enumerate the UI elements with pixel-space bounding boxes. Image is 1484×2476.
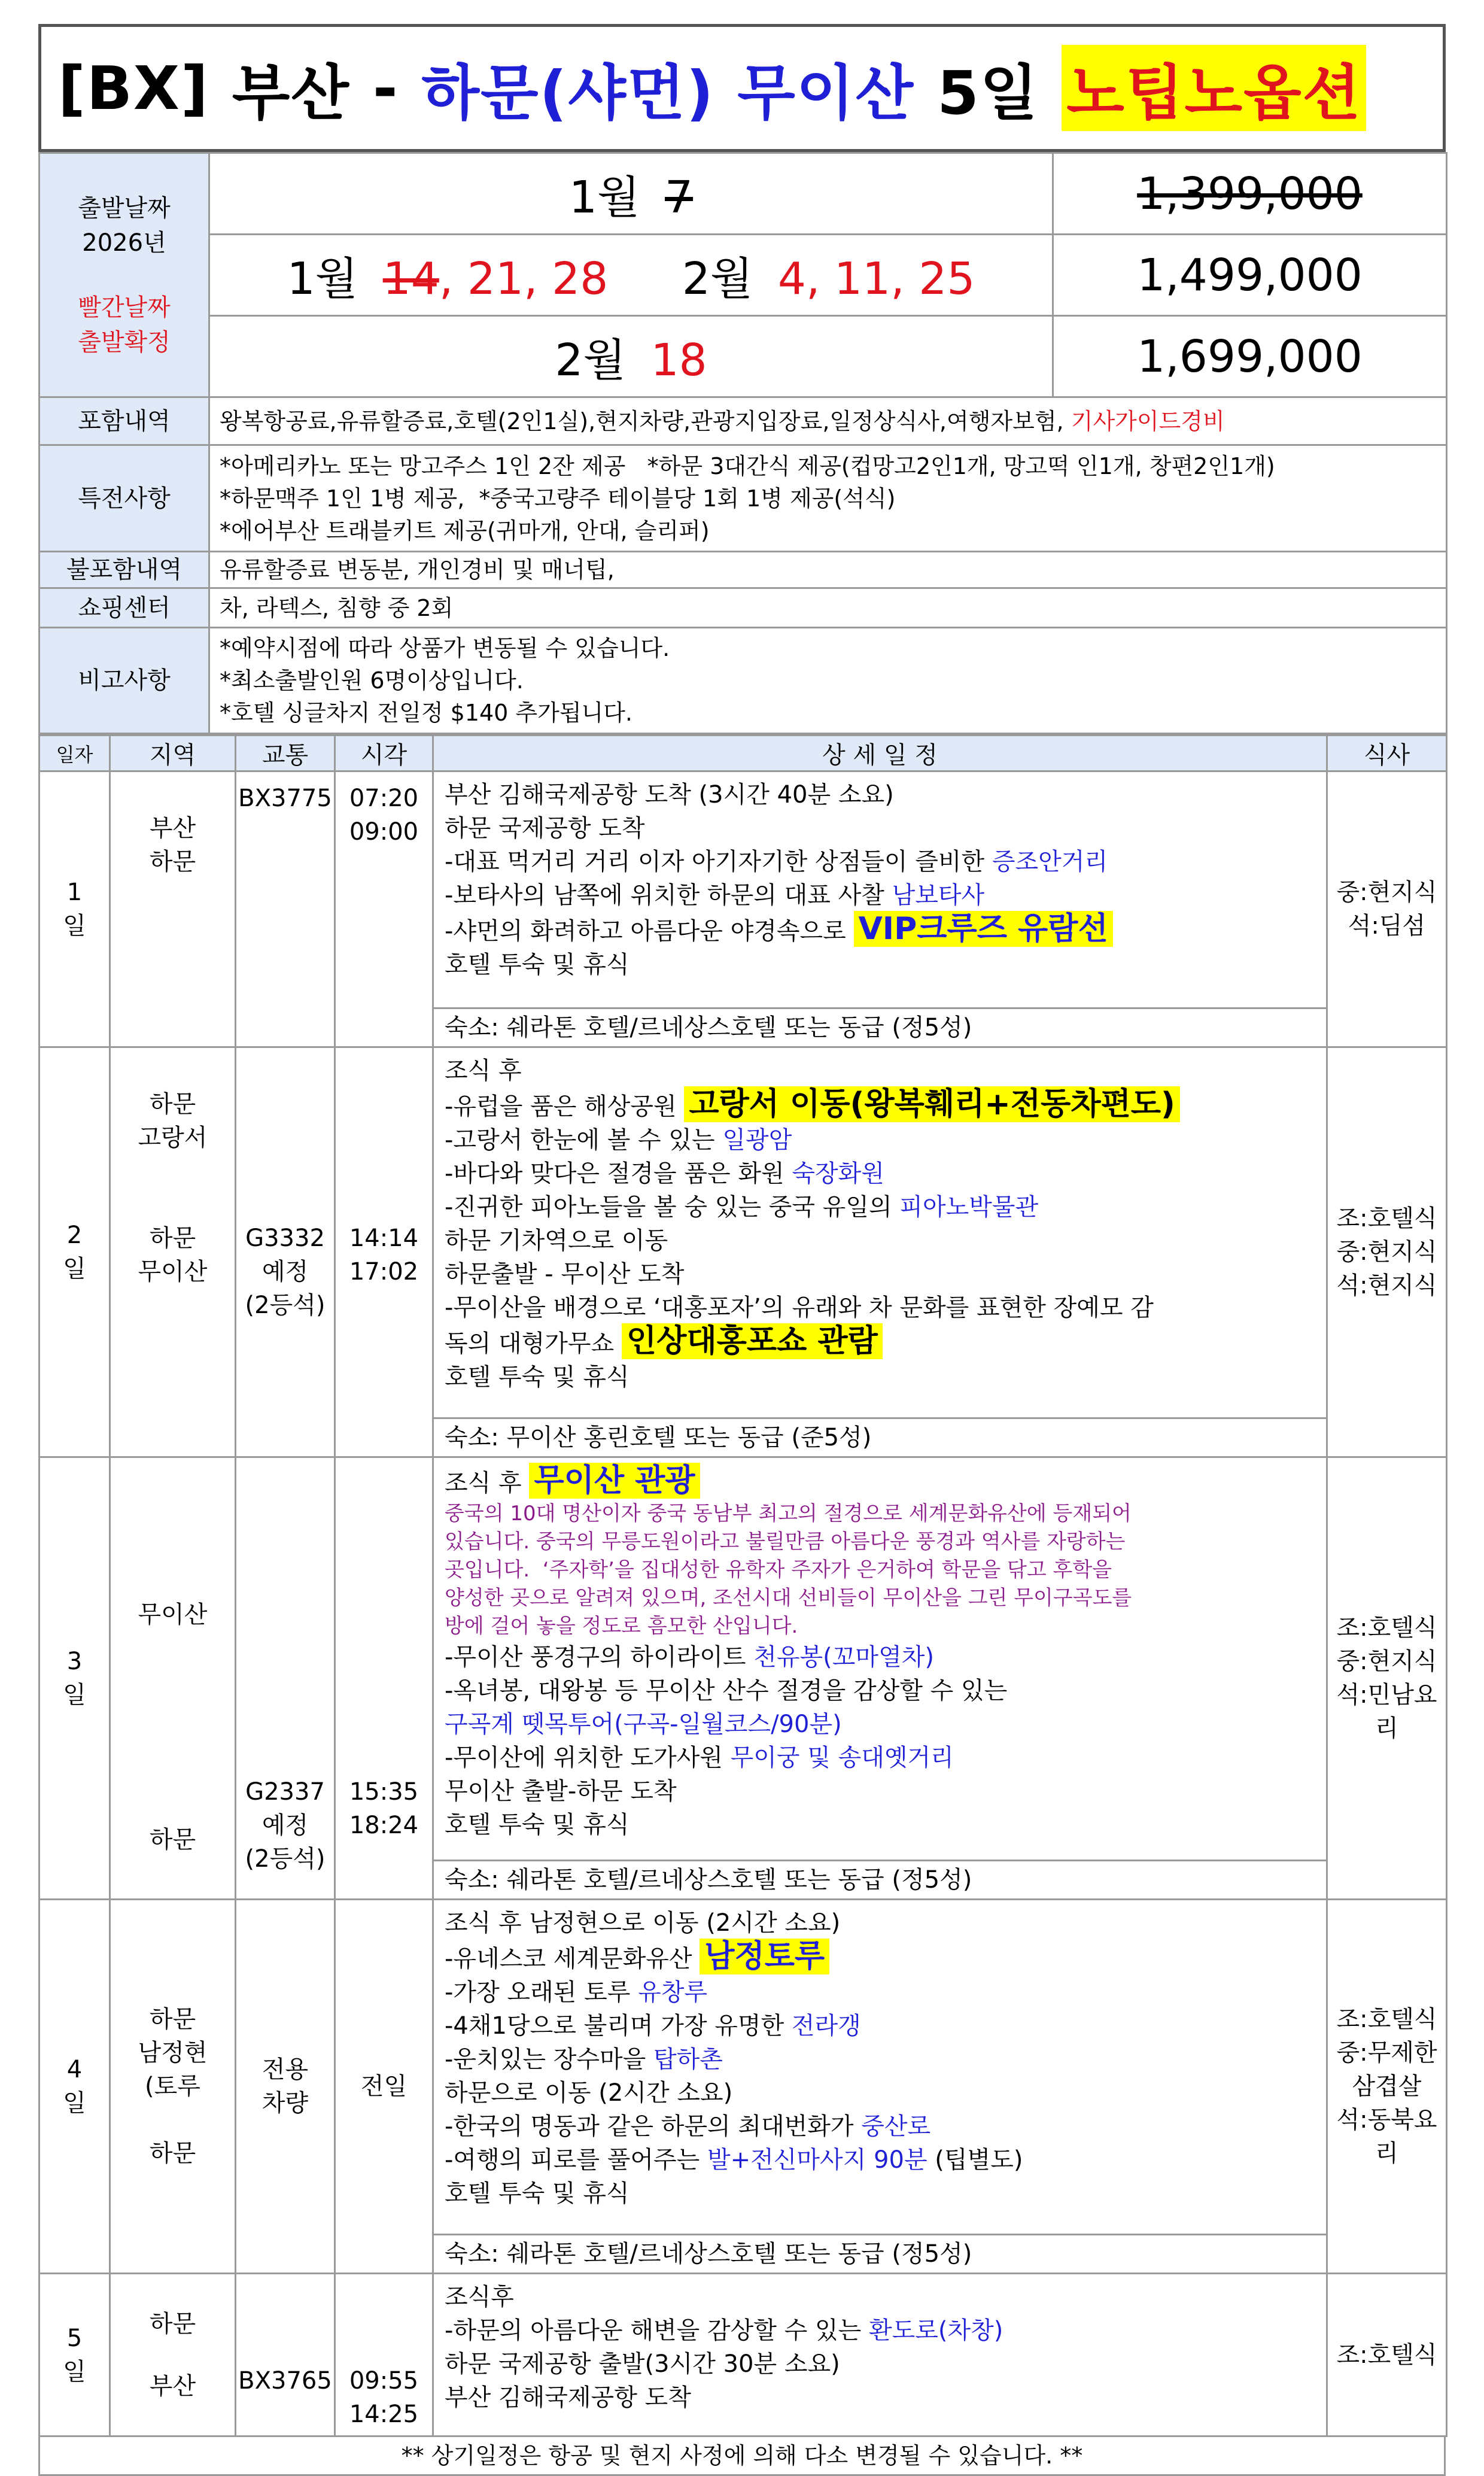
day-1-flight: BX3775 [236, 771, 335, 1047]
day-2-train: G3332 예정 (2등석) [236, 1047, 335, 1457]
day-1-details: 부산 김해국제공항 도착 (3시간 40분 소요) 하문 국제공항 도착 -대표 먹거리 거리 이자 아기자기한 상점들이 즐비한 증조안거리 -보타사의 남쪽에 위치한 하문의 대표 사찰 남보타사 -샤먼의 화려하고 아름다운 야경속으로 VIP크루즈 유람선 호텔 투숙 및 휴식 [433, 771, 1327, 1008]
schedule-table [38, 734, 1447, 2437]
itinerary-document [38, 24, 1446, 2476]
price-row-2: 1,499,000 [1053, 235, 1447, 316]
wuyishan-description: 중국의 10대 명산이자 중국 동남부 최고의 절경으로 세계문화유산에 등재되어 있습니다. 중국의 무릉도원이라고 불릴만큼 아름다운 풍경과 역사를 자랑하는 곳입니다. ‘주자학’을 집대성한 유학자 주자가 은거하여 학문을 닦고 후학을 양성한 곳으로 알려져 있으며, 조선시대 선비들이 무이산을 그린 무이구곡도를 방에 걸어 놓을 정도로 흠모한 산입니다. [445, 1502, 1132, 1638]
excluded-items: 유류할증료 변동분, 개인경비 및 매너팁, [209, 552, 1447, 588]
title-dash: - [372, 53, 399, 123]
day-2-row [39, 1047, 1447, 1418]
highlight-wuyishan: 무이산 관광 [529, 1463, 700, 1499]
day-3-hotel: 숙소: 쉐라톤 호텔/르네상스호텔 또는 동급 (정5성) [433, 1861, 1327, 1900]
remarks: *예약시점에 따라 상품가 변동될 수 있습니다. *최소출발인원 6명이상입니다. *호텔 싱글차지 전일정 $140 추가됩니다. [209, 628, 1447, 734]
day-1-meals: 중:현지식 석:딤섬 [1327, 771, 1447, 1047]
day-1-region: 부산 하문 [110, 771, 236, 1047]
highlight-cruise: VIP크루즈 유람선 [854, 911, 1113, 947]
no-tip-no-option-badge: 노팁노옵션 [1062, 45, 1366, 131]
day-1-row [39, 771, 1447, 1008]
day-5-label: 5 일 [39, 2274, 110, 2436]
day-4-label: 4 일 [39, 1900, 110, 2274]
price-row-1: 1,399,000 [1053, 153, 1447, 235]
day-3-details: 조식 후 무이산 관광 중국의 10대 명산이자 중국 동남부 최고의 절경으로 세계문화유산에 등재되어 있습니다. 중국의 무릉도원이라고 불릴만큼 아름다운 풍경과 역사를 자랑하는 곳입니다. ‘주자학’을 집대성한 유학자 주자가 은거하여 학문을 닦고 후학을 양성한 곳으로 알려져 있으며, 조선시대 선비들이 무이산을 그린 무이구곡도를 방에 걸어 놓을 정도로 흠모한 산입니다. -무이산 풍경구의 하이라이트 천유봉(꼬마열차) -옥녀봉, 대왕봉 등 무이산 산수 절경을 감상할 수 있는 구곡계 뗏목투어(구곡-일월코스/90분) -무이산에 위치한 도가사원 무이궁 및 송대옛거리 무이산 출발-하문 도착 호텔 투숙 및 휴식 [433, 1457, 1327, 1861]
title-destination: 하문(샤먼) [421, 58, 715, 128]
day-5-row [39, 2274, 1447, 2436]
day-2-region: 하문 고랑서 하문 무이산 [110, 1047, 236, 1457]
title-origin: 부산 [232, 58, 350, 128]
day-3-train: G2337 예정 (2등석) [236, 1457, 335, 1900]
page-title [38, 24, 1446, 152]
day-1-times: 07:20 09:00 [335, 771, 433, 1047]
day-5-times: 09:55 14:25 [335, 2274, 433, 2436]
day-1-hotel: 숙소: 쉐라톤 호텔/르네상스호텔 또는 동급 (정5성) [433, 1008, 1327, 1047]
day-5-flight: BX3765 [236, 2274, 335, 2436]
day-2-times: 14:14 17:02 [335, 1047, 433, 1457]
price-row-3: 1,699,000 [1053, 316, 1447, 397]
day-4-time: 전일 [335, 1900, 433, 2274]
special-benefits: *아메리카노 또는 망고주스 1인 2잔 제공 *하문 3대간식 제공(컵망고2인1개, 망고떡 인1개, 창편2인1개) *하문맥주 1인 1병 제공, *중국고량주 테이블당 1회 1병 제공(석식) *에어부산 트래블키트 제공(귀마개, 안대, 슬리퍼) [209, 445, 1447, 552]
highlight-show: 인상대홍포쇼 관람 [622, 1323, 883, 1359]
included-items: 왕복항공료,유류할증료,호텔(2인1실),현지차량,관광지입장료,일정상식사,여행자보험, 기사가이드경비 [209, 397, 1447, 445]
day-2-details: 조식 후 -유럽을 품은 해상공원 고랑서 이동(왕복훼리+전동차편도) -고랑서 한눈에 볼 수 있는 일광암 -바다와 맞다은 절경을 품은 화원 숙장화원 -진귀한 피아노들을 볼 숭 있는 중국 유일의 피아노박물관 하문 기차역으로 이동 하문출발 - 무이산 도착 -무이산을 배경으로 ‘대홍포자’의 유래와 차 문화를 표현한 장예모 감 독의 대형가무쇼 인상대홍포쇼 관람 호텔 투숙 및 휴식 [433, 1047, 1327, 1418]
day-3-label: 3 일 [39, 1457, 110, 1900]
day-2-meals: 조:호텔식 중:현지식 석:현지식 [1327, 1047, 1447, 1457]
highlight-tulou: 남정토루 [700, 1939, 829, 1974]
highlight-gulangyu: 고랑서 이동(왕복훼리+전동차편도) [684, 1086, 1179, 1122]
day-4-details: 조식 후 남정현으로 이동 (2시간 소요) -유네스코 세계문화유산 남정토루 -가장 오래된 토루 유창루 -4채1당으로 불리며 가장 유명한 전라갱 -운치있는 장수마을 탑하촌 하문으로 이동 (2시간 소요) -한국의 명동과 같은 하문의 최대번화가 중산로 -여행의 피로를 풀어주는 발+전신마사지 90분 (팁별도) 호텔 투숙 및 휴식 [433, 1900, 1327, 2235]
day-4-transport: 전용 차량 [236, 1900, 335, 2274]
day-4-row [39, 1900, 1447, 2235]
shopping-label: 쇼핑센터 [39, 588, 209, 628]
departure-dates-row-1: 1월 7 [209, 153, 1053, 235]
title-airline: [BX] [58, 53, 209, 123]
day-5-meals: 조:호텔식 [1327, 2274, 1447, 2436]
shopping-items: 차, 라텍스, 침향 중 2회 [209, 588, 1447, 628]
cancelled-date: 14 [382, 253, 439, 305]
title-destination-2: 무이산 [737, 58, 915, 128]
day-1-label: 1 일 [39, 771, 110, 1047]
excluded-label: 불포함내역 [39, 552, 209, 588]
day-5-details: 조식후 -하문의 아름다운 해변을 감상할 수 있는 환도로(차창) 하문 국제공항 출발(3시간 30분 소요) 부산 김해국제공항 도착 [433, 2274, 1327, 2436]
day-4-hotel: 숙소: 쉐라톤 호텔/르네상스호텔 또는 동급 (정5성) [433, 2235, 1327, 2274]
schedule-notice: ** 상기일정은 항공 및 현지 사정에 의해 다소 변경될 수 있습니다. ** [38, 2437, 1446, 2476]
title-duration: 5일 [937, 58, 1039, 128]
day-5-region: 하문 부산 [110, 2274, 236, 2436]
departure-label: 출발날짜 2026년 빨간날짜 출발확정 [39, 153, 209, 397]
departure-dates-row-2: 1월 14, 21, 28 2월 4, 11, 25 [209, 235, 1053, 316]
cancelled-date: 7 [665, 171, 694, 223]
included-label: 포함내역 [39, 397, 209, 445]
day-2-label: 2 일 [39, 1047, 110, 1457]
schedule-header-row: 일자 지역 교통 시각 상 세 일 정 식사 [39, 736, 1447, 771]
day-3-meals: 조:호텔식 중:현지식 석:민남요리 [1327, 1457, 1447, 1900]
remarks-label: 비고사항 [39, 628, 209, 734]
day-3-region: 무이산 하문 [110, 1457, 236, 1900]
departure-dates-row-3: 2월 18 [209, 316, 1053, 397]
day-4-region: 하문 남정현 (토루 하문 [110, 1900, 236, 2274]
day-3-times: 15:35 18:24 [335, 1457, 433, 1900]
info-table [38, 152, 1447, 734]
day-3-row [39, 1457, 1447, 1861]
special-label: 특전사항 [39, 445, 209, 552]
day-2-hotel: 숙소: 무이산 홍린호텔 또는 동급 (준5성) [433, 1418, 1327, 1457]
day-4-meals: 조:호텔식 중:무제한 삼겹살 석:동북요리 [1327, 1900, 1447, 2274]
